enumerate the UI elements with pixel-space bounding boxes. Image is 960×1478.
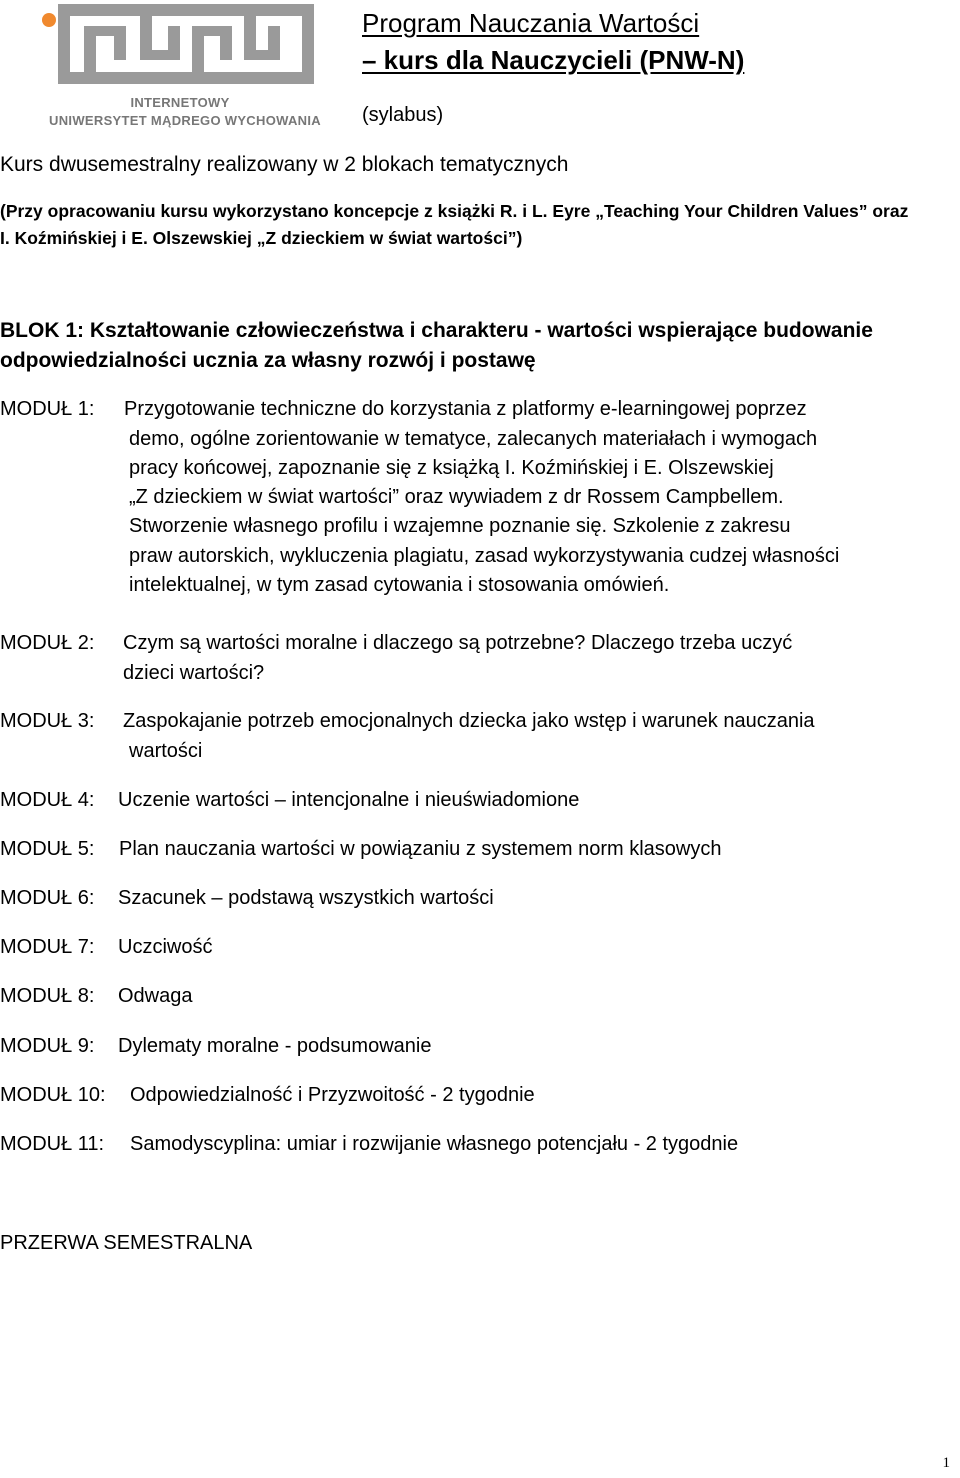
module-text-line: dzieci wartości? [123, 662, 265, 684]
module-label: MODUŁ 9: [0, 1035, 95, 1057]
document-title-line-2: – kurs dla Nauczycieli (PNW-N) [362, 45, 745, 75]
module-text-line: Stworzenie własnego profilu i wzajemne poznanie się. Szkolenie z zakresu [129, 515, 791, 537]
module-text-line: Dylematy moralne - podsumowanie [118, 1035, 432, 1057]
semester-break-label: PRZERWA SEMESTRALNA [0, 1232, 253, 1254]
module-text-line: wartości [129, 740, 203, 762]
module-label: MODUŁ 7: [0, 936, 95, 958]
logo-line-2: UNIWERSYTET MĄDREGO WYCHOWANIA [49, 113, 321, 128]
module-label: MODUŁ 11: [0, 1133, 105, 1155]
logo-dot [42, 13, 56, 27]
document-title-line-1: Program Nauczania Wartości [362, 8, 700, 38]
module-text-line: Odpowiedzialność i Przyzwoitość - 2 tygodnie [130, 1084, 535, 1106]
module-text-line: pracy końcowej, zapoznanie się z książką I. Koźmińskiej i E. Olszewskiej [129, 457, 774, 479]
module-text-line: intelektualnej, w tym zasad cytowania i stosowania omówień. [129, 574, 670, 596]
module-text-line: Plan nauczania wartości w powiązaniu z systemem norm klasowych [119, 838, 722, 860]
sources-line-1: (Przy opracowaniu kursu wykorzystano koncepcje z książki R. i L. Eyre „Teaching Your Children Values” oraz [0, 201, 909, 221]
module-text-line: Samodyscyplina: umiar i rozwijanie własnego potencjału - 2 tygodnie [130, 1133, 739, 1155]
module-text-line: Przygotowanie techniczne do korzystania z platformy e-learningowej poprzez [124, 398, 807, 420]
block-1-heading-line-2: odpowiedzialności ucznia za własny rozwój i postawę [0, 349, 536, 372]
module-text-line: „Z dzieckiem w świat wartości” oraz wywiadem z dr Rossem Campbellem. [129, 486, 784, 508]
module-text-line: demo, ogólne zorientowanie w tematyce, zalecanych materiałach i wymogach [129, 428, 818, 450]
document-subtitle: (sylabus) [362, 104, 444, 126]
module-text-line: Uczciwość [118, 936, 213, 958]
module-text-line: Czym są wartości moralne i dlaczego są potrzebne? Dlaczego trzeba uczyć [123, 632, 793, 654]
maze-logo-icon [40, 0, 320, 95]
block-1-heading-line-1: BLOK 1: Kształtowanie człowieczeństwa i charakteru - wartości wspierające budowanie [0, 319, 873, 342]
logo-line-1: INTERNETOWY [130, 95, 230, 110]
module-text-line: Uczenie wartości – intencjonalne i nieuświadomione [118, 789, 580, 811]
university-logo [40, 0, 320, 135]
module-text-line: Odwaga [118, 985, 193, 1007]
module-label: MODUŁ 6: [0, 887, 95, 909]
module-text-line: Zaspokajanie potrzeb emocjonalnych dziecka jako wstęp i warunek nauczania [123, 710, 815, 732]
module-text-line: Szacunek – podstawą wszystkich wartości [118, 887, 494, 909]
module-label: MODUŁ 5: [0, 838, 95, 860]
sources-line-2: I. Koźmińskiej i E. Olszewskiej „Z dzieckiem w świat wartości”) [0, 228, 523, 248]
course-description: Kurs dwusemestralny realizowany w 2 blokach tematycznych [0, 153, 569, 176]
page-number: 1 [942, 1455, 950, 1471]
module-label: MODUŁ 4: [0, 789, 95, 811]
module-text-line: praw autorskich, wykluczenia plagiatu, zasad wykorzystywania cudzej własności [129, 545, 840, 567]
module-label: MODUŁ 2: [0, 632, 95, 654]
module-label: MODUŁ 3: [0, 710, 95, 732]
module-label: MODUŁ 10: [0, 1084, 106, 1106]
module-label: MODUŁ 1: [0, 398, 95, 420]
module-label: MODUŁ 8: [0, 985, 95, 1007]
